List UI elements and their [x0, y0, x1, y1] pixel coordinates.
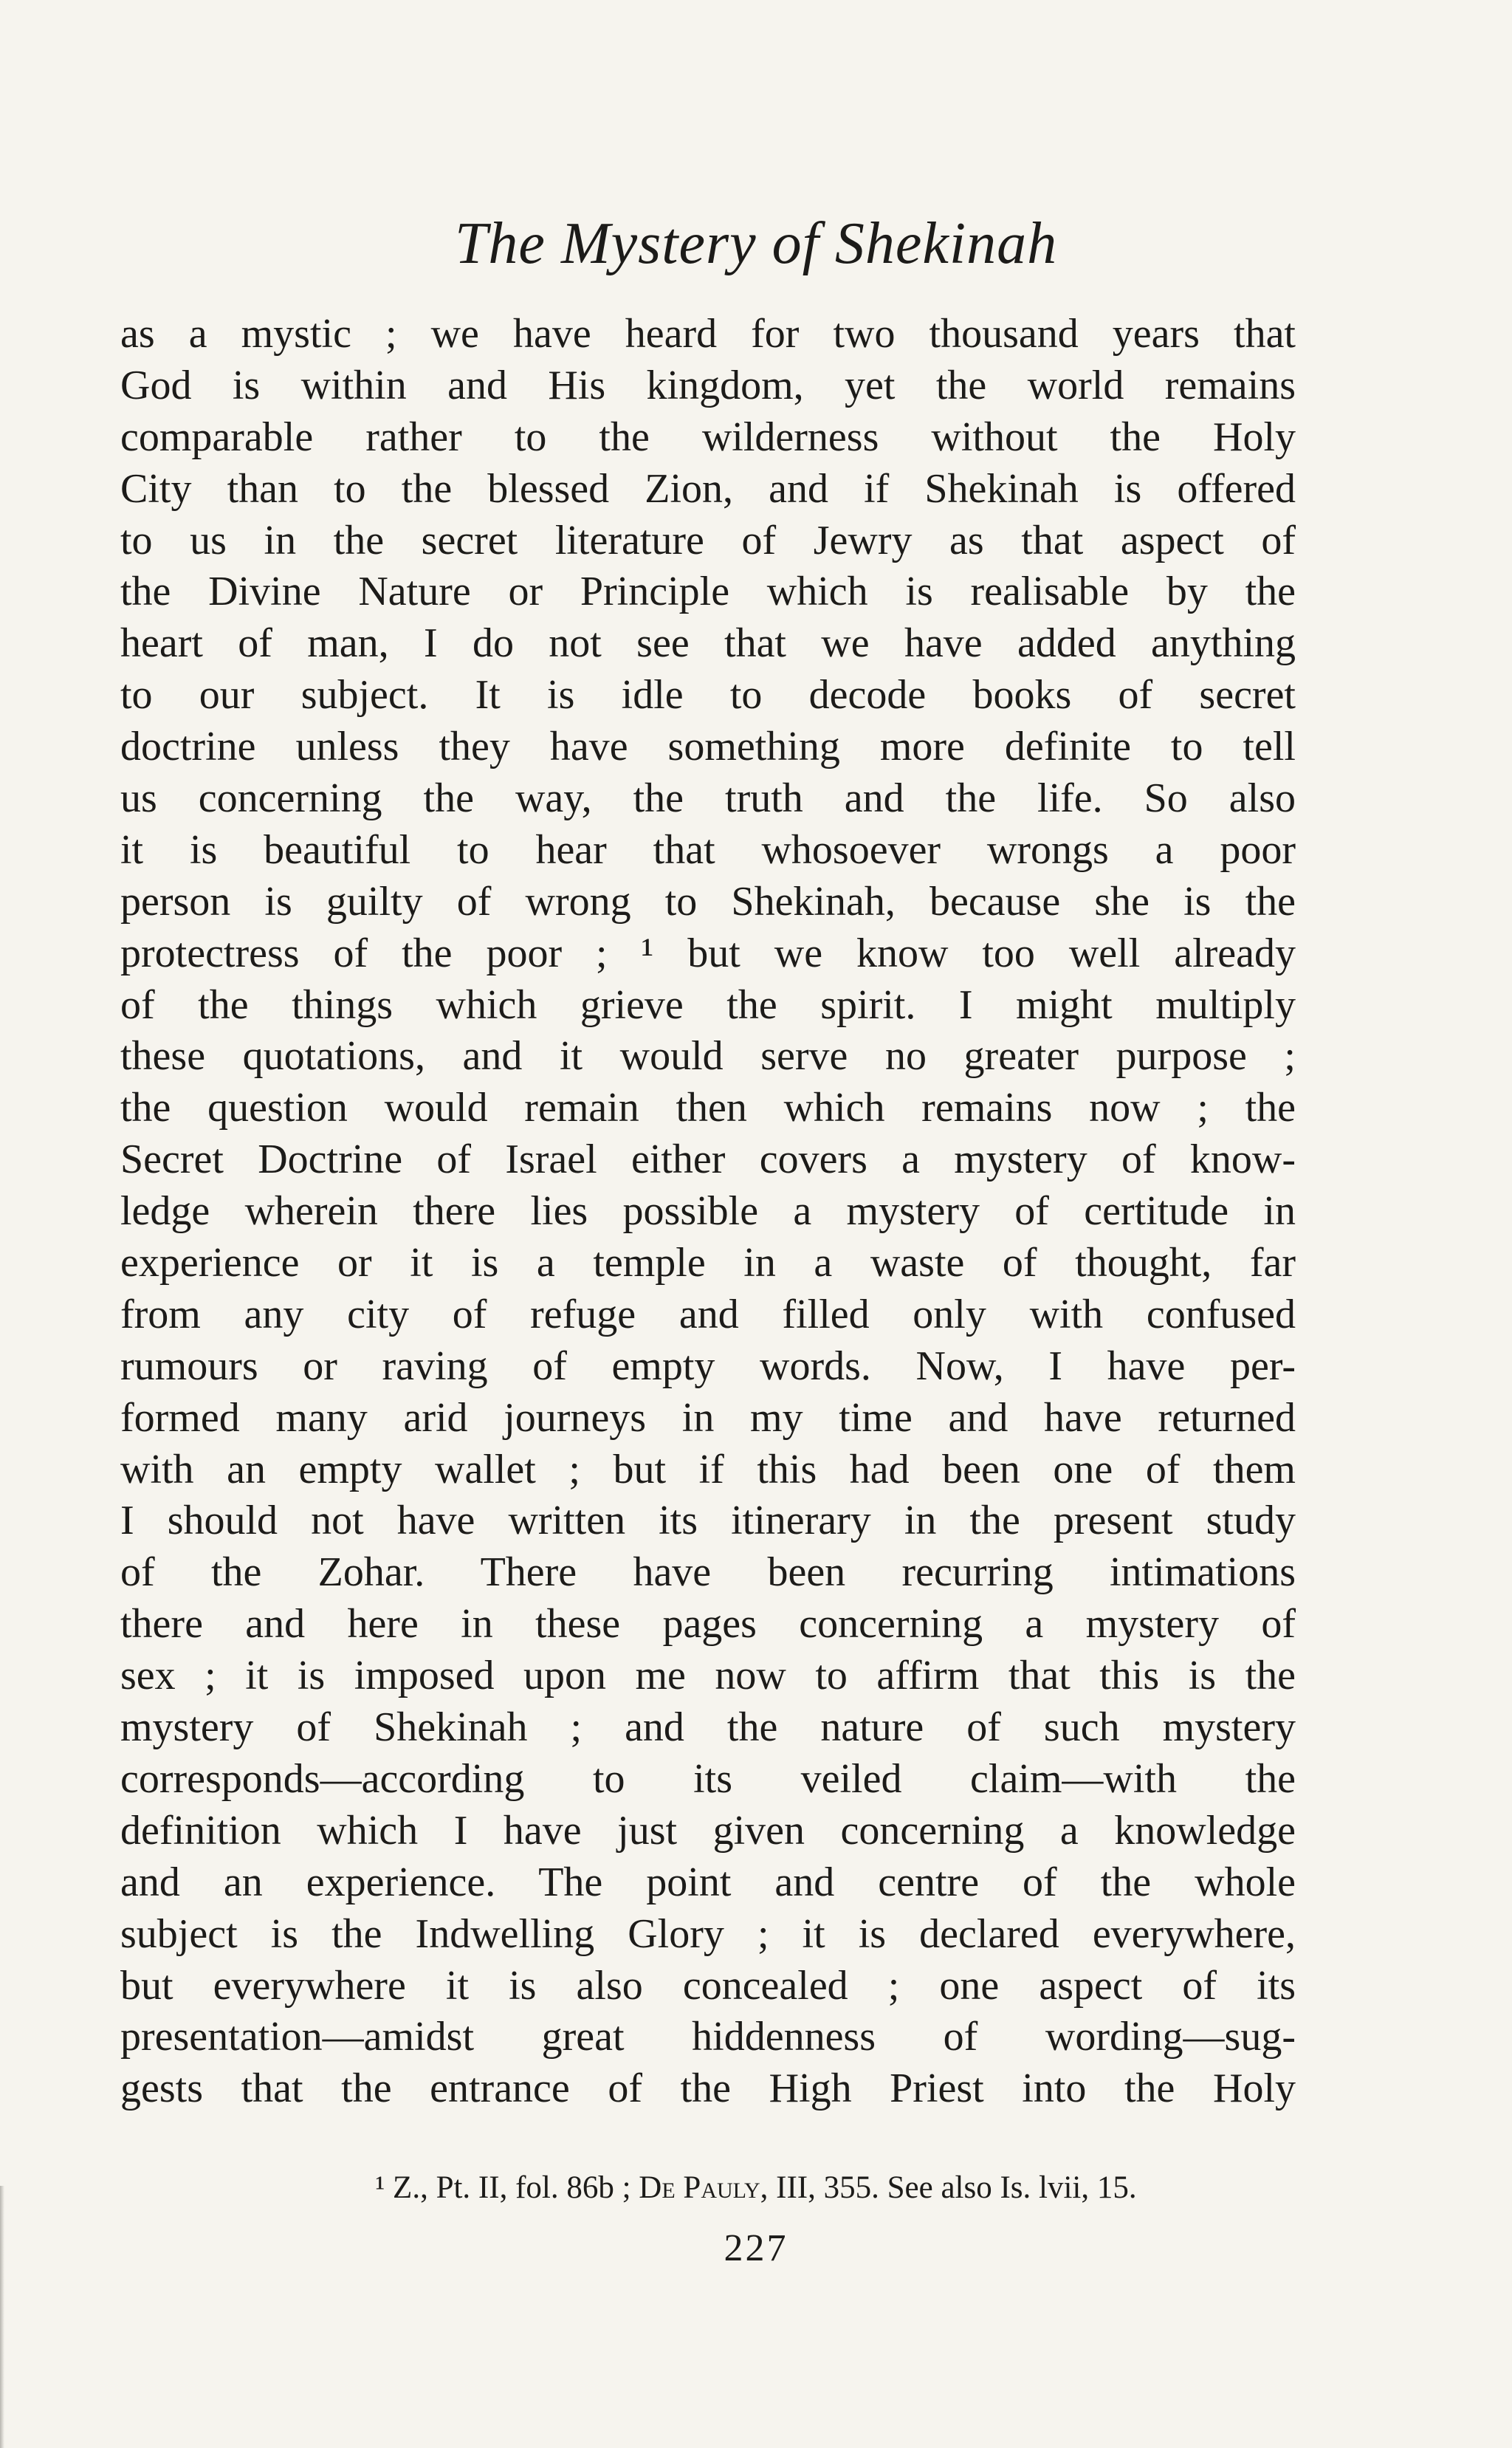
footnote	[0, 2167, 1512, 2209]
text-line: God is within and His kingdom, yet the world remains	[120, 362, 1296, 408]
text-line: to us in the secret literature of Jewry as that aspect of	[120, 517, 1296, 563]
text-line: corresponds—according to its veiled claim—with the	[120, 1755, 1296, 1802]
text-line: City than to the blessed Zion, and if Shekinah is offered	[120, 465, 1296, 512]
text-line: experience or it is a temple in a waste of thought, far	[120, 1240, 1296, 1286]
text-line: the Divine Nature or Principle which is realisable by the	[120, 569, 1296, 615]
text-line: us concerning the way, the truth and the life. So also	[120, 775, 1296, 822]
text-line: sex ; it is imposed upon me now to affirm that this is the	[120, 1653, 1296, 1699]
text-line: of the Zohar. There have been recurring intimations	[120, 1549, 1296, 1596]
text-line: I should not have written its itinerary in the present study	[120, 1498, 1296, 1544]
footnote-marker: ¹	[375, 2170, 385, 2205]
text-line: of the things which grieve the spirit. I might multiply	[120, 981, 1296, 1028]
running-head: The Mystery of Shekinah	[454, 211, 1058, 276]
page-number: 227	[724, 2227, 788, 2269]
text-line: and an experience. The point and centre of the whole	[120, 1859, 1296, 1905]
text-line: with an empty wallet ; but if this had been one of them	[120, 1446, 1296, 1492]
text-line: gests that the entrance of the High Priest into the Holy	[120, 2065, 1296, 2112]
text-line: as a mystic ; we have heard for two thousand years that	[120, 311, 1296, 357]
footnote-text-a: Z., Pt. II, fol. 86b ;	[385, 2170, 639, 2205]
footnote-text-b: , III, 355. See also Is. lvii, 15.	[760, 2170, 1137, 2205]
body-text	[120, 309, 1296, 2115]
text-line: presentation—amidst great hiddenness of wording—sug-	[120, 2014, 1296, 2060]
text-line: definition which I have just given concerning a knowledge	[120, 1807, 1296, 1854]
text-line: protectress of the poor ; ¹ but we know too well already	[120, 930, 1296, 976]
text-line: it is beautiful to hear that whosoever wrongs a poor	[120, 826, 1296, 873]
text-line: these quotations, and it would serve no greater purpose ;	[120, 1033, 1296, 1080]
text-line: mystery of Shekinah ; and the nature of such mystery	[120, 1704, 1296, 1751]
text-line: Secret Doctrine of Israel either covers a mystery of know-	[120, 1136, 1296, 1183]
text-line: from any city of refuge and filled only with confused	[120, 1291, 1296, 1337]
text-line: heart of man, I do not see that we have added anything	[120, 620, 1296, 667]
text-line: ledge wherein there lies possible a mystery of certitude in	[120, 1188, 1296, 1235]
text-line: formed many arid journeys in my time and have returned	[120, 1394, 1296, 1441]
footnote-small-caps: De Pauly	[639, 2170, 760, 2205]
text-line: subject is the Indwelling Glory ; it is declared everywhere,	[120, 1910, 1296, 1957]
text-line: to our subject. It is idle to decode books of secret	[120, 672, 1296, 719]
text-line: but everywhere it is also concealed ; one aspect of its	[120, 1962, 1296, 2009]
text-line: there and here in these pages concerning a mystery of	[120, 1601, 1296, 1648]
text-line: the question would remain then which remains now ; the	[120, 1085, 1296, 1131]
page-edge-shadow	[0, 2186, 4, 2448]
text-line: doctrine unless they have something more definite to tell	[120, 724, 1296, 770]
text-line: rumours or raving of empty words. Now, I have per-	[120, 1343, 1296, 1389]
text-line: comparable rather to the wilderness without the Holy	[120, 414, 1296, 460]
text-line: person is guilty of wrong to Shekinah, because she is the	[120, 878, 1296, 925]
